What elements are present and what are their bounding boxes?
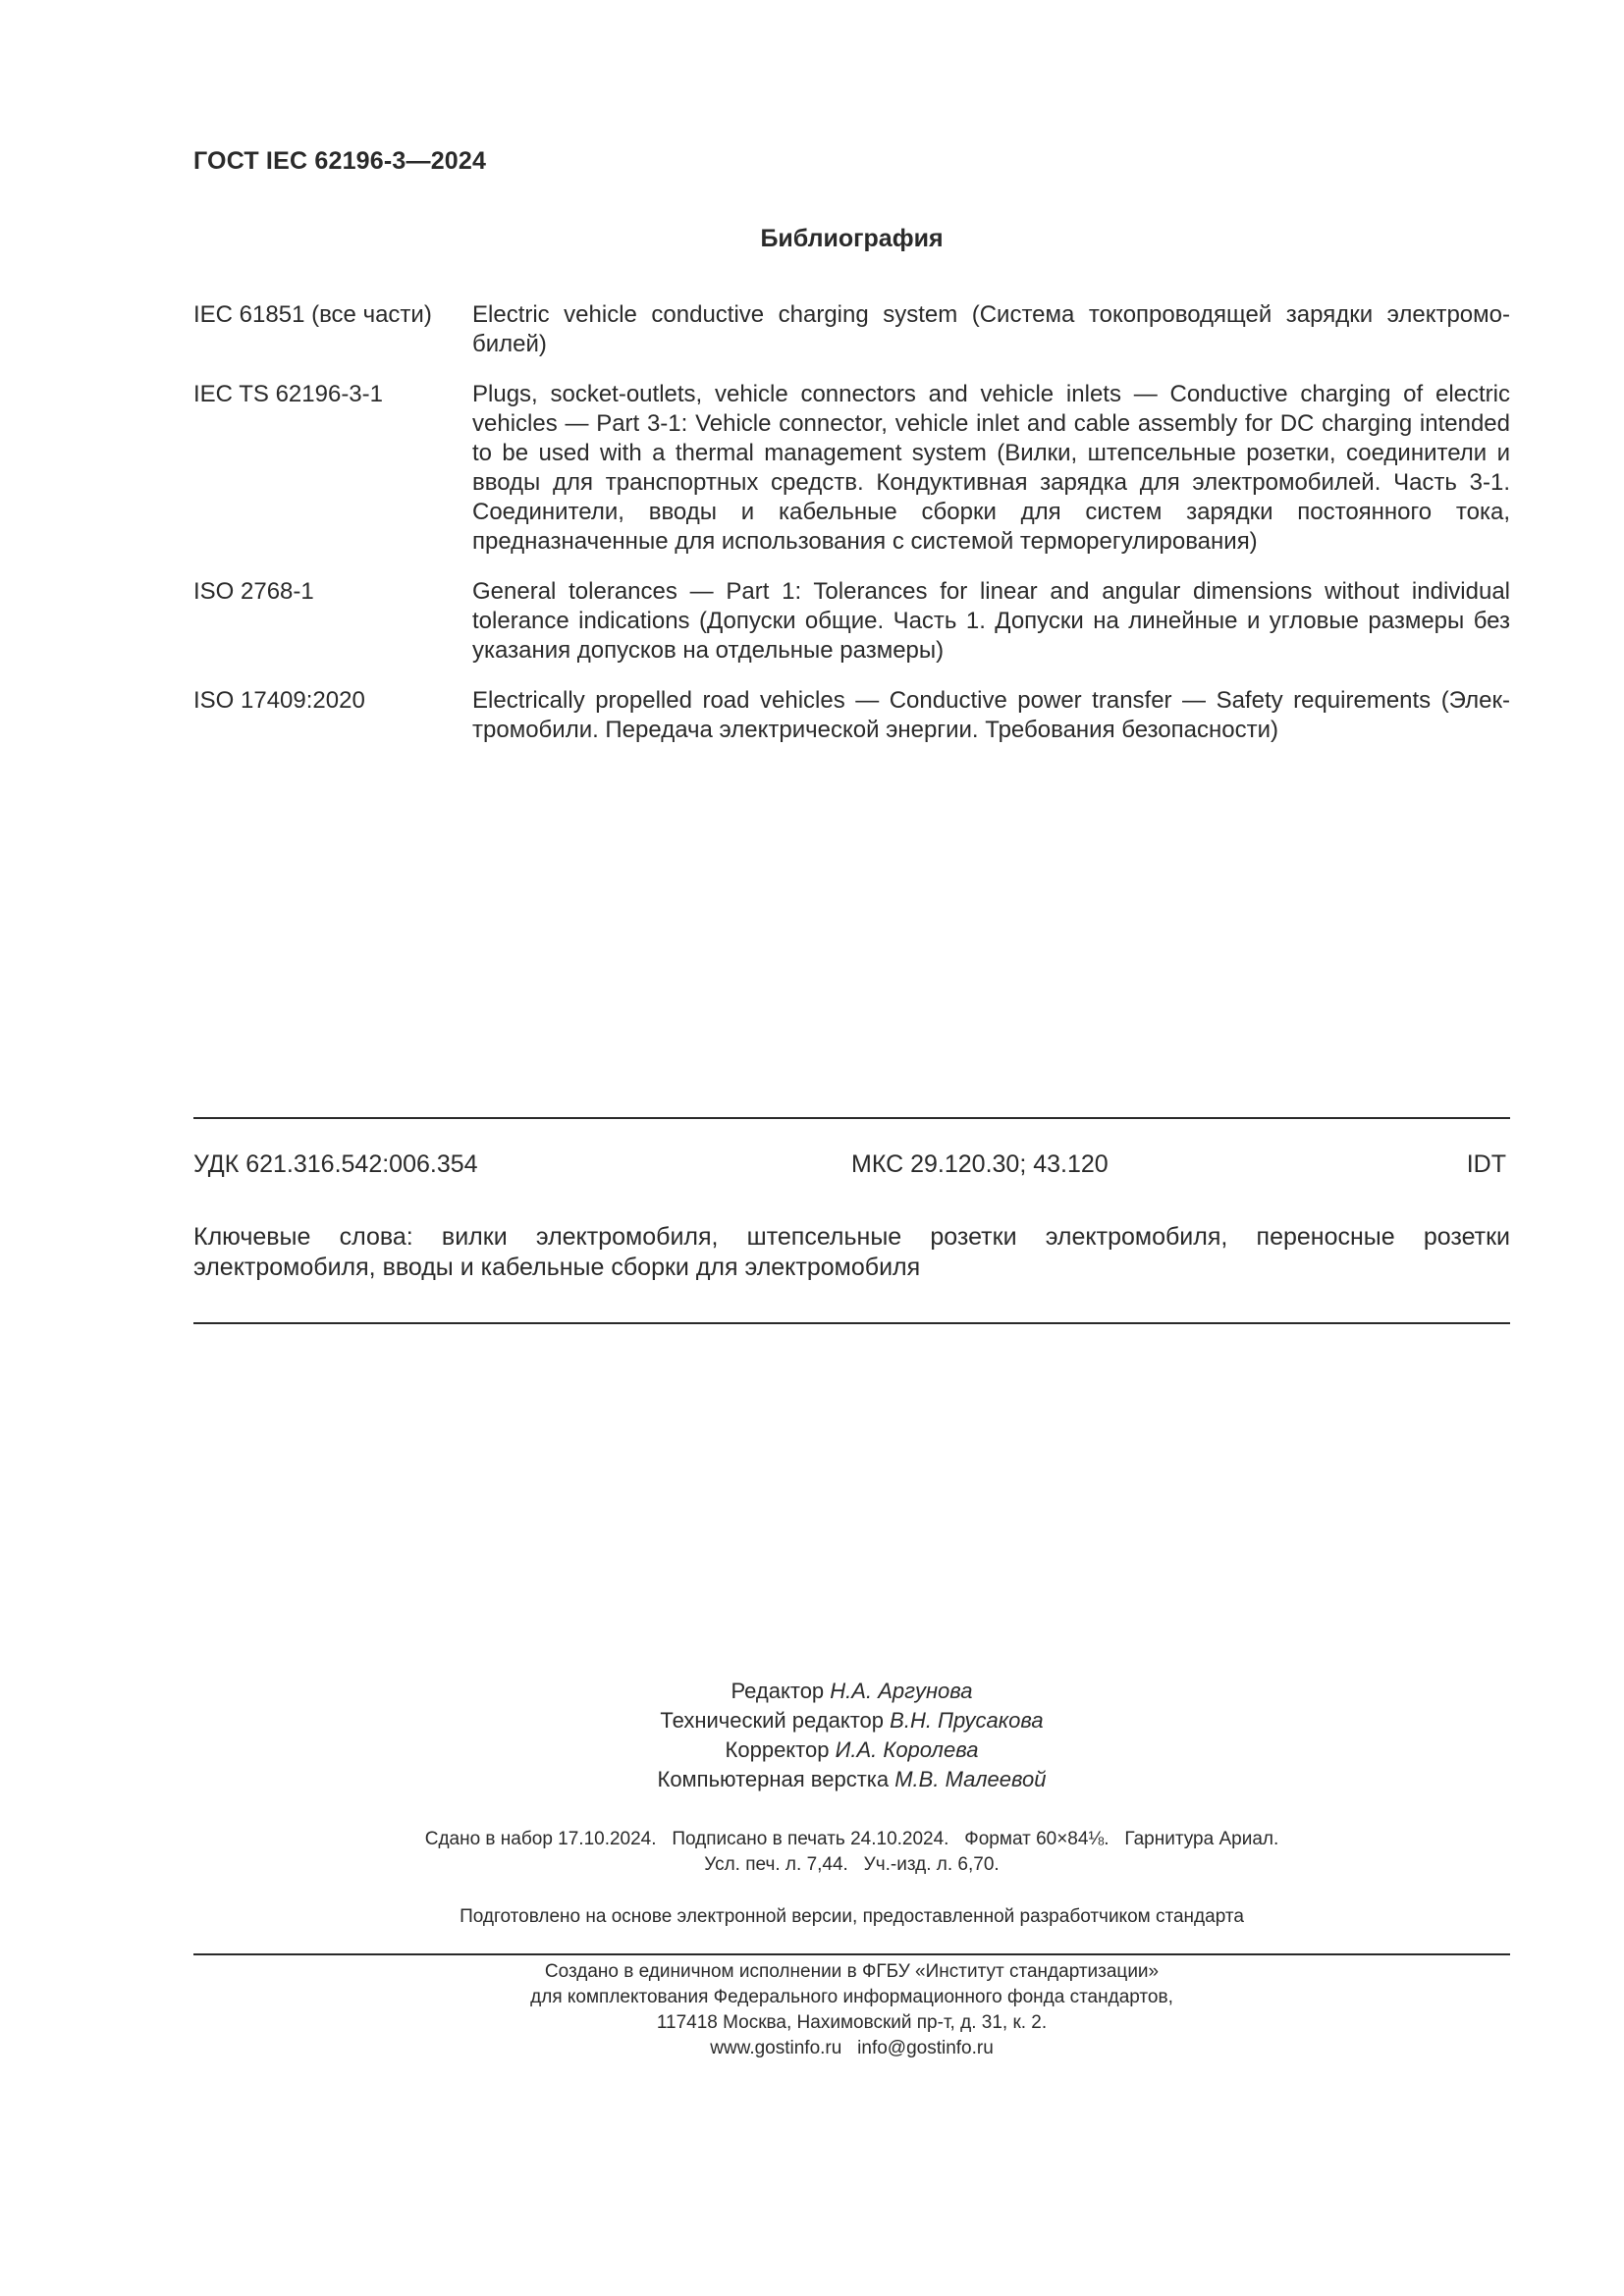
- udk-code: УДК 621.316.542:006.354: [193, 1150, 478, 1178]
- publisher-line: 117418 Москва, Нахимовский пр-т, д. 31, к. 2.: [656, 2012, 1048, 2033]
- idt-code: IDT: [1466, 1150, 1506, 1178]
- bibliography-ref: IEC TS 62196-3-1: [193, 381, 383, 407]
- credit-line: [193, 1735, 1510, 1765]
- bibliography-list: [193, 300, 1510, 766]
- credit-role: Редактор: [731, 1679, 825, 1703]
- divider-top: [193, 1117, 1510, 1119]
- credit-role: Компьютерная верстка: [657, 1767, 890, 1791]
- bibliography-entry: [193, 380, 1510, 557]
- publisher-line: Создано в единичном исполнении в ФГБУ «Институт стандартизации»: [544, 1961, 1160, 1982]
- keywords-paragraph: Ключевые слова: вилки электромобиля, штепсельные розетки электромобиля, переносные розетки электромобиля, вводы и кабельные сборки для электромобиля: [193, 1223, 1510, 1281]
- bibliography-entry: [193, 577, 1510, 666]
- credit-line: [193, 1677, 1510, 1706]
- bibliography-text: Electrically propelled road vehicles — Conductive power transfer — Safety requirements (Электромобили. Передача электрической энергии. Требования безопасности): [472, 687, 1510, 743]
- credit-role: Технический редактор: [660, 1708, 885, 1733]
- print-info-line: Усл. печ. л. 7,44. Уч.-изд. л. 6,70.: [704, 1854, 1000, 1875]
- credit-person: В.Н. Прусакова: [890, 1708, 1044, 1733]
- bibliography-text: Plugs, socket-outlets, vehicle connectors and vehicle inlets — Conductive charging of electric vehicles — Part 3-1: Vehicle connector, vehicle inlet and cable assembly for DC charging intended to be used with a thermal management system (Вилки, штепсельные розетки, соединители и вводы для транспортных средств. Кондуктивная зарядка для электромобилей. Часть 3-1. Соединители, вводы и кабельные сборки для систем зарядки постоянного тока, предназначенные для использования с системой терморегулирования): [472, 381, 1510, 555]
- bibliography-entry: [193, 300, 1510, 359]
- classification-row: [193, 1150, 1510, 1184]
- prepared-note: Подготовлено на основе электронной версии, предоставленной разработчиком стандарта: [460, 1906, 1244, 1927]
- credit-person: Н.А. Аргунова: [830, 1679, 973, 1703]
- publisher-block: [193, 1959, 1510, 2061]
- publisher-contacts: www.gostinfo.ru info@gostinfo.ru: [710, 2038, 994, 2058]
- mks-code: МКС 29.120.30; 43.120: [851, 1150, 1109, 1178]
- credits-block: [193, 1677, 1510, 1794]
- publisher-line: для комплектования Федерального информационного фонда стандартов,: [530, 1987, 1173, 2007]
- divider-bottom: [193, 1953, 1510, 1955]
- credit-person: М.В. Малеевой: [894, 1767, 1047, 1791]
- print-info-block: [193, 1827, 1510, 1878]
- bibliography-entry: [193, 686, 1510, 745]
- bibliography-ref: IEC 61851 (все части): [193, 301, 432, 328]
- bibliography-title: Библиография: [760, 225, 944, 252]
- bibliography-ref: ISO 2768-1: [193, 578, 314, 605]
- credit-line: [193, 1765, 1510, 1794]
- print-info-line: Сдано в набор 17.10.2024. Подписано в печать 24.10.2024. Формат 60×84⅛. Гарнитура Ариал.: [424, 1829, 1279, 1849]
- credit-person: И.А. Королева: [835, 1737, 979, 1762]
- document-id-header: ГОСТ IEC 62196-3—2024: [193, 147, 487, 175]
- bibliography-text: General tolerances — Part 1: Tolerances for linear and angular dimensions without individual tolerance indications (Допуски общие. Часть 1. Допуски на линейные и угловые размеры без указания допусков на отдельные размеры): [472, 578, 1510, 664]
- bibliography-text: Electric vehicle conductive charging system (Система токопроводящей зарядки электромобилей): [472, 301, 1510, 357]
- divider-middle: [193, 1322, 1510, 1324]
- bibliography-ref: ISO 17409:2020: [193, 687, 365, 714]
- credit-line: [193, 1706, 1510, 1735]
- credit-role: Корректор: [725, 1737, 830, 1762]
